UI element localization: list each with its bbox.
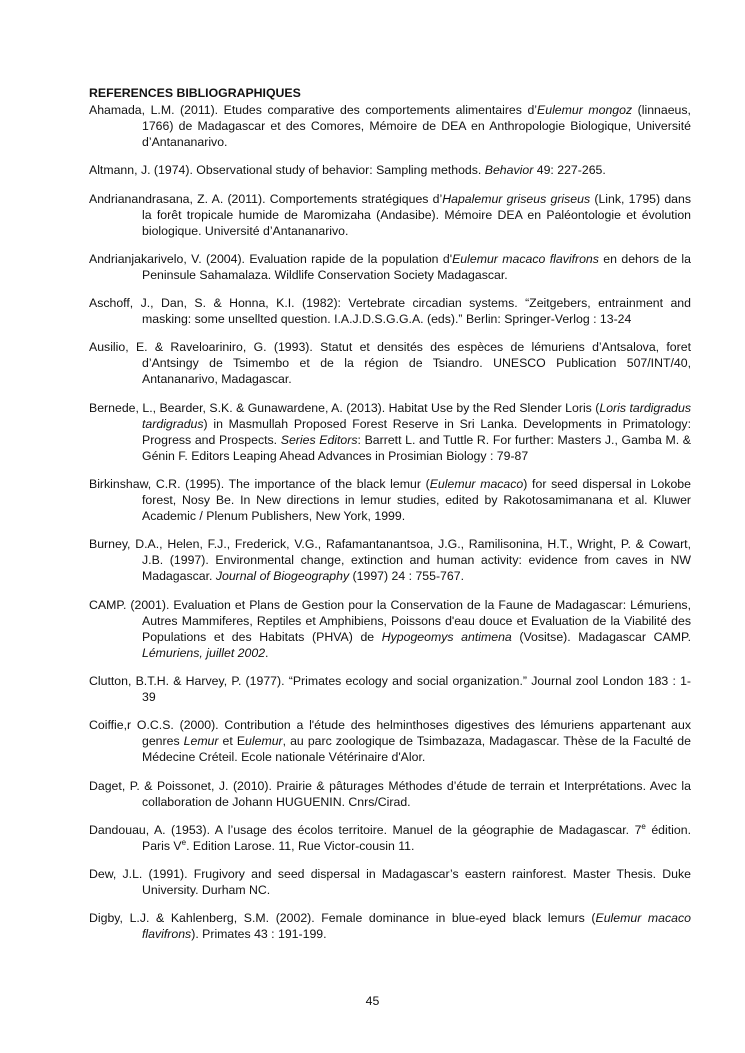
reference-entry: Clutton, B.T.H. & Harvey, P. (1977). “Primates ecology and social organization.” Journal zool London 183 : 1-39 bbox=[89, 673, 691, 704]
reference-entry: Andrianandrasana, Z. A. (2011). Comportements stratégiques d’Hapalemur griseus griseus (Link, 1795) dans la forêt tropicale humide de Maromizaha (Andasibe). Mémoire DEA en Paléontologie et évolution biologique. Université d’Antananarivo. bbox=[89, 191, 692, 238]
reference-entry: Dandouau, A. (1953). A l’usage des écolos territoire. Manuel de la géographie de Madagascar. 7e édition. Paris Ve. Edition Larose. 11, Rue Victor-cousin 11. bbox=[89, 821, 691, 853]
reference-entry: Coiffie,r O.C.S. (2000). Contribution a l'étude des helminthoses digestives des lémuriens appartenant aux genres Lemur et Eulemur, au parc zoologique de Tsimbazaza, Madagascar. Thèse de la Faculté de Médecine Créteil. Ecole nationale Vétérinaire d'Alor. bbox=[89, 718, 691, 765]
reference-entry: Daget, P. & Poissonet, J. (2010). Prairie & pâturages Méthodes d’étude de terrain et Interprétations. Avec la collaboration de Johann HUGUENIN. Cnrs/Cirad. bbox=[89, 778, 691, 809]
reference-entry: Birkinshaw, C.R. (1995). The importance of the black lemur (Eulemur macaco) for seed dispersal in Lokobe forest, Nosy Be. In New directions in lemur studies, edited by Rakotosamimanana et al. Kluwer Academic / Plenum Publishers, New York, 1999. bbox=[89, 477, 691, 524]
reference-entry: Bernede, L., Bearder, S.K. & Gunawardene, A. (2013). Habitat Use by the Red Slender Loris (Loris tardigradus tardigradus) in Masmullah Proposed Forest Reserve in Sri Lanka. Developments in Primatology: Progress and Prospects. Series Editors: Barrett L. and Tuttle R. For further: Masters J., Gamba M. & Génin F. Editors Leaping Ahead Advances in Prosimian Biology : 79-87 bbox=[89, 400, 691, 463]
reference-entry: Ahamada, L.M. (2011). Etudes comparative des comportements alimentaires d’Eulemur mongoz (linnaeus, 1766) de Madagascar et des Comores, Mémoire de DEA en Anthropologie Biologique, Université d’Antananarivo. bbox=[89, 103, 691, 149]
reference-entry: Andrianjakarivelo, V. (2004). Evaluation rapide de la population d'Eulemur macaco flavifrons en dehors de la Peninsule Sahamalaza. Wildlife Conservation Society Madagascar. bbox=[89, 251, 691, 282]
reference-entry: Altmann, J. (1974). Observational study of behavior: Sampling methods. Behavior 49: 227-265. bbox=[89, 163, 606, 178]
page-heading: REFERENCES BIBLIOGRAPHIQUES bbox=[89, 86, 301, 100]
reference-entry: Burney, D.A., Helen, F.J., Frederick, V.G., Rafamantanantsoa, J.G., Ramilisonina, H.T., Wright, P. & Cowart, J.B. (1997). Environmental change, extinction and human activity: evidence from caves in NW Madagascar. Journal of Biogeography (1997) 24 : 755-767. bbox=[89, 537, 691, 584]
reference-entry: Ausilio, E. & Raveloariniro, G. (1993). Statut et densités des espèces de lémuriens d’Antsalova, foret d’Antsingy de Tsimembo et de la région de Tsiandro. UNESCO Publication 507/INT/40, Antananarivo, Madagascar. bbox=[89, 340, 691, 387]
reference-entry: Dew, J.L. (1991). Frugivory and seed dispersal in Madagascar’s eastern rainforest. Master Thesis. Duke University. Durham NC. bbox=[89, 867, 691, 898]
reference-entry: Aschoff, J., Dan, S. & Honna, K.I. (1982): Vertebrate circadian systems. “Zeitgebers, entrainment and masking: some unsellted question. I.A.J.D.S.G.G.A. (eds).” Berlin: Springer-Verlog : 13-24 bbox=[89, 296, 691, 327]
reference-page bbox=[89, 84, 691, 955]
page-number: 45 bbox=[365, 994, 380, 1008]
reference-entry: Digby, L.J. & Kahlenberg, S.M. (2002). Female dominance in blue-eyed black lemurs (Eulemur macaco flavifrons). Primates 43 : 191-199. bbox=[89, 911, 691, 942]
reference-entry: CAMP. (2001). Evaluation et Plans de Gestion pour la Conservation de la Faune de Madagascar: Lémuriens, Autres Mammiferes, Reptiles et Amphibiens, Poissons d'eau douce et Evaluation de la Viabilité des Populations et des Habitats (PHVA) de Hypogeomys antimena (Vositse). Madagascar CAMP. Lémuriens, juillet 2002. bbox=[89, 597, 691, 660]
